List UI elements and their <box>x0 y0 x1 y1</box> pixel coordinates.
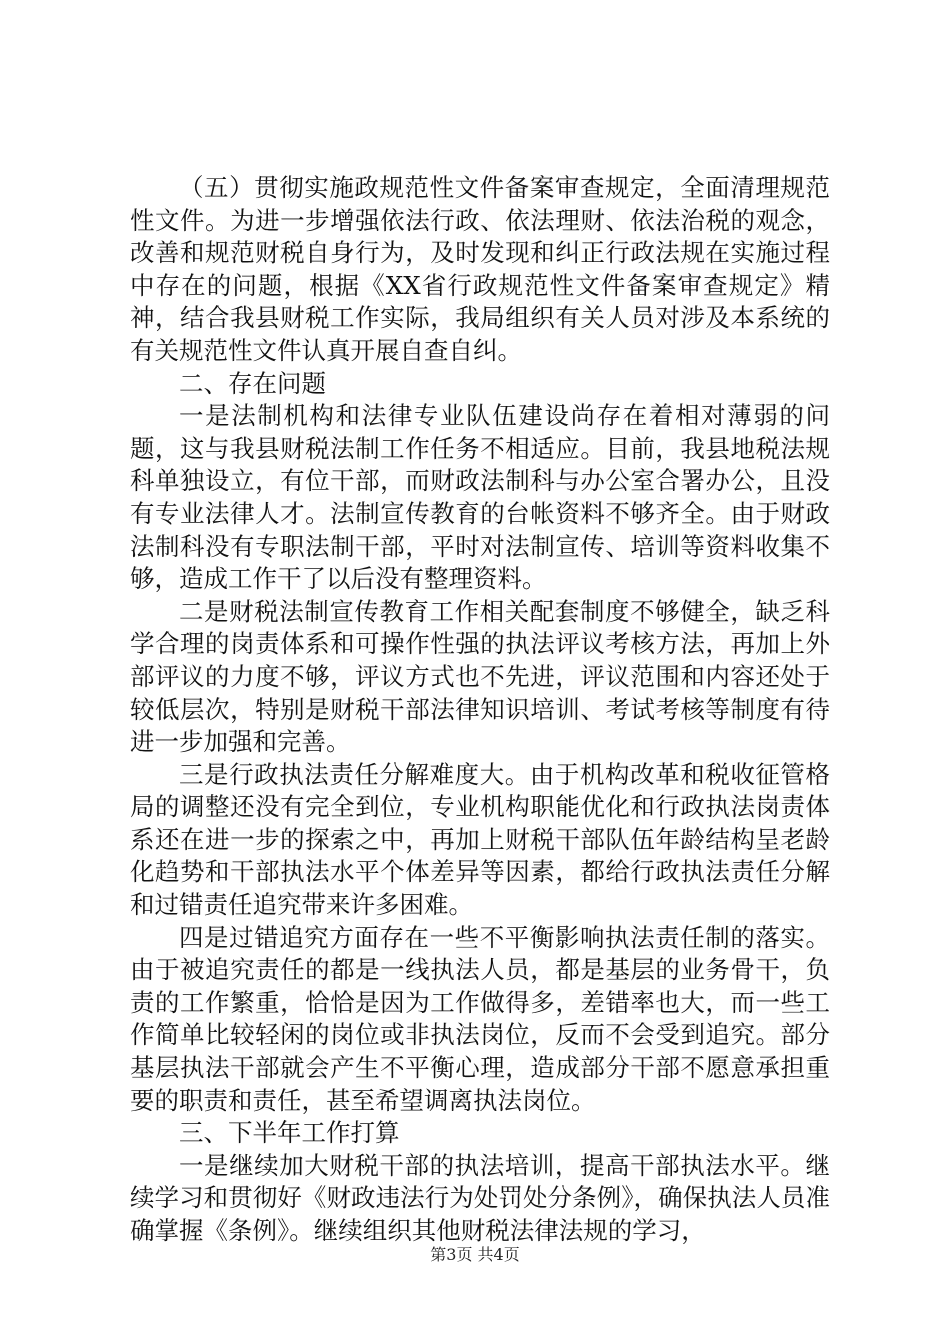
document-body <box>130 172 830 1248</box>
paragraph-problem-one: 一是法制机构和法律专业队伍建设尚存在着相对薄弱的问题，这与我县财税法制工作任务不相适应。目前，我县地税法规科单独设立，有位干部，而财政法制科与办公室合署办公，且没有专业法律人才。法制宣传教育的台帐资料不够齐全。由于财政法制科没有专职法制干部，平时对法制宣传、培训等资料收集不够，造成工作干了以后没有整理资料。 <box>130 401 830 594</box>
paragraph-problem-two: 二是财税法制宣传教育工作相关配套制度不够健全，缺乏科学合理的岗责体系和可操作性强的执法评议考核方法，再加上外部评议的力度不够，评议方式也不先进，评议范围和内容还处于较低层次，特别是财税干部法律知识培训、考试考核等制度有待进一步加强和完善。 <box>130 596 830 757</box>
heading-second-half-plan: 三、下半年工作打算 <box>179 1118 400 1148</box>
paragraph-problem-four: 四是过错追究方面存在一些不平衡影响执法责任制的落实。由于被追究责任的都是一线执法人员，都是基层的业务骨干，负责的工作繁重，恰恰是因为工作做得多，差错率也大，而一些工作简单比较轻闲的岗位或非执法岗位，反而不会受到追究。部分基层执法干部就会产生不平衡心理，造成部分干部不愿意承担重要的职责和责任，甚至希望调离执法岗位。 <box>130 922 830 1115</box>
paragraph-section-five: （五）贯彻实施政规范性文件备案审查规定，全面清理规范性文件。为进一步增强依法行政、依法理财、依法治税的观念，改善和规范财税自身行为，及时发现和纠正行政法规在实施过程中存在的问题，根据《XX省行政规范性文件备案审查规定》精神，结合我县财税工作实际，我局组织有关人员对涉及本系统的有关规范性文件认真开展自查自纠。 <box>130 173 830 365</box>
heading-existing-problems: 二、存在问题 <box>179 368 326 398</box>
page-number-footer: 第3页 共4页 <box>430 1245 520 1264</box>
paragraph-problem-three: 三是行政执法责任分解难度大。由于机构改革和税收征管格局的调整还没有完全到位，专业机构职能优化和行政执法岗责体系还在进一步的探索之中，再加上财税干部队伍年龄结构呈老龄化趋势和干部执法水平个体差异等因素，都给行政执法责任分解和过错责任追究带来许多困难。 <box>130 759 830 920</box>
paragraph-plan-one: 一是继续加大财税干部的执法培训，提高干部执法水平。继续学习和贯彻好《财政违法行为处罚处分条例》，确保执法人员准确掌握《条例》。继续组织其他财税法律法规的学习， <box>130 1150 830 1245</box>
